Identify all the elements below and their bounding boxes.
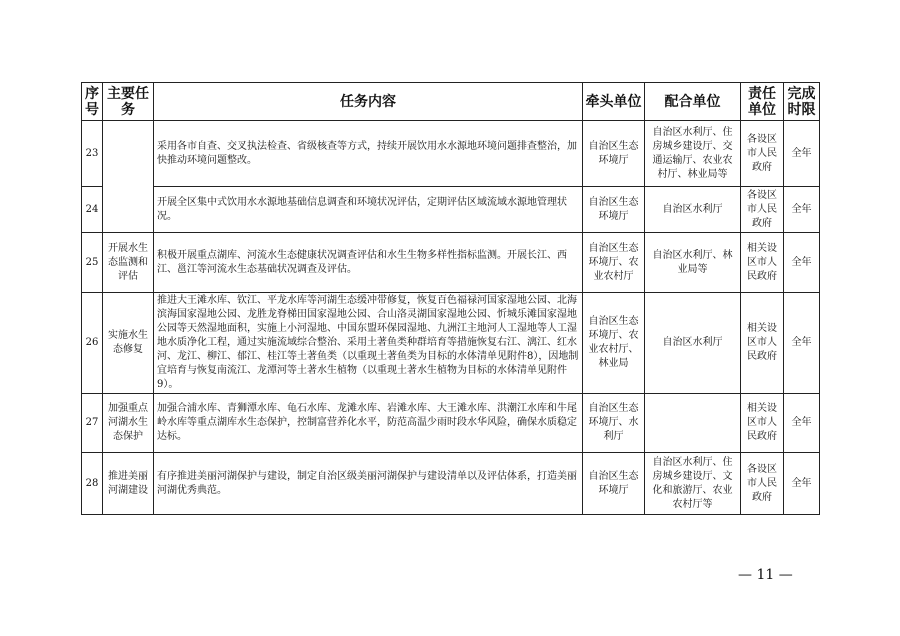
- table-row: [82, 187, 820, 233]
- row-content: 推进大王滩水库、钦江、平龙水库等河湖生态缓冲带修复，恢复百色福禄河国家湿地公园、北海滨海国家湿地公园、龙胜龙脊梯田国家湿地公园、合山洛灵湖国家湿地公园、忻城乐滩国家湿地公园等天然湿地面积，实施上小河湿地、中国东盟环保园湿地、九洲江主地河人工湿地等人工湿地水质净化工程，通过实施流域综合整治、采用土著鱼类种群培育等措施恢复右江、漓江、红水河、龙江、柳江、郁江、桂江等土著鱼类（以重现土著鱼类为目标的水体清单见附件8），因地制宜培育与恢复南流江、龙潭河等土著水生植物（以重现土著水生植物为目标的水体清单见附件9）。: [154, 293, 583, 394]
- row-lead: 自治区生态环境厅: [583, 187, 645, 233]
- row-content: 开展全区集中式饮用水水源地基础信息调查和环境状况评估，定期评估区域流域水源地管理状况。: [154, 187, 583, 233]
- row-content: 采用各市自查、交叉执法检查、省级核查等方式，持续开展饮用水水源地环境问题排查整治，加快推动环境问题整改。: [154, 121, 583, 187]
- row-number: 26: [82, 293, 103, 394]
- row-lead: 自治区生态环境厅、农业农村厅、林业局: [583, 293, 645, 394]
- row-main-task: 开展水生态监测和评估: [103, 233, 154, 293]
- row-lead: 自治区生态环境厅、农业农村厅: [583, 233, 645, 293]
- header-coop: 配合单位: [645, 83, 741, 121]
- header-resp: 责任单位: [741, 83, 784, 121]
- row-deadline: 全年: [784, 453, 820, 515]
- table-row: [82, 293, 820, 394]
- header-lead: 牵头单位: [583, 83, 645, 121]
- row-coop: 自治区水利厅、住房城乡建设厅、交通运输厅、农业农村厅、林业局等: [645, 121, 741, 187]
- row-main-task: 实施水生态修复: [103, 293, 154, 394]
- header-row: [82, 83, 820, 121]
- row-main-task: [103, 121, 154, 233]
- row-coop: [645, 394, 741, 453]
- table-row: [82, 121, 820, 187]
- header-content: 任务内容: [154, 83, 583, 121]
- row-content: 加强合浦水库、青狮潭水库、龟石水库、龙滩水库、岩滩水库、大王滩水库、洪潮江水库和牛尾岭水库等重点湖库水生态保护，控制富营养化水平，防范高温少雨时段水华风险，确保水质稳定达标。: [154, 394, 583, 453]
- row-number: 23: [82, 121, 103, 187]
- row-lead: 自治区生态环境厅、水利厅: [583, 394, 645, 453]
- row-coop: 自治区水利厅、林业局等: [645, 233, 741, 293]
- row-resp: 相关设区市人民政府: [741, 394, 784, 453]
- header-main-task: 主要任务: [103, 83, 154, 121]
- header-deadline: 完成时限: [784, 83, 820, 121]
- row-number: 24: [82, 187, 103, 233]
- row-deadline: 全年: [784, 293, 820, 394]
- row-deadline: 全年: [784, 187, 820, 233]
- row-resp: 各设区市人民政府: [741, 187, 784, 233]
- header-no: 序号: [82, 83, 103, 121]
- row-deadline: 全年: [784, 121, 820, 187]
- row-deadline: 全年: [784, 394, 820, 453]
- row-lead: 自治区生态环境厅: [583, 453, 645, 515]
- row-deadline: 全年: [784, 233, 820, 293]
- row-resp: 相关设区市人民政府: [741, 293, 784, 394]
- row-content: 积极开展重点湖库、河流水生态健康状况调查评估和水生生物多样性指标监测。开展长江、西江、邕江等河流水生态基础状况调查及评估。: [154, 233, 583, 293]
- row-resp: 各设区市人民政府: [741, 453, 784, 515]
- row-resp: 各设区市人民政府: [741, 121, 784, 187]
- row-coop: 自治区水利厅: [645, 293, 741, 394]
- row-resp: 相关设区市人民政府: [741, 233, 784, 293]
- task-table: [81, 82, 820, 515]
- row-number: 25: [82, 233, 103, 293]
- row-coop: 自治区水利厅: [645, 187, 741, 233]
- table-row: [82, 453, 820, 515]
- row-content: 有序推进美丽河湖保护与建设，制定自治区级美丽河湖保护与建设清单以及评估体系，打造美丽河湖优秀典范。: [154, 453, 583, 515]
- row-coop: 自治区水利厅、住房城乡建设厅、文化和旅游厅、农业农村厅等: [645, 453, 741, 515]
- row-number: 27: [82, 394, 103, 453]
- row-main-task: 加强重点河湖水生态保护: [103, 394, 154, 453]
- table-row: [82, 394, 820, 453]
- row-lead: 自治区生态环境厅: [583, 121, 645, 187]
- table-row: [82, 233, 820, 293]
- row-main-task: 推进美丽河湖建设: [103, 453, 154, 515]
- row-number: 28: [82, 453, 103, 515]
- page-number: — 11 —: [738, 567, 793, 583]
